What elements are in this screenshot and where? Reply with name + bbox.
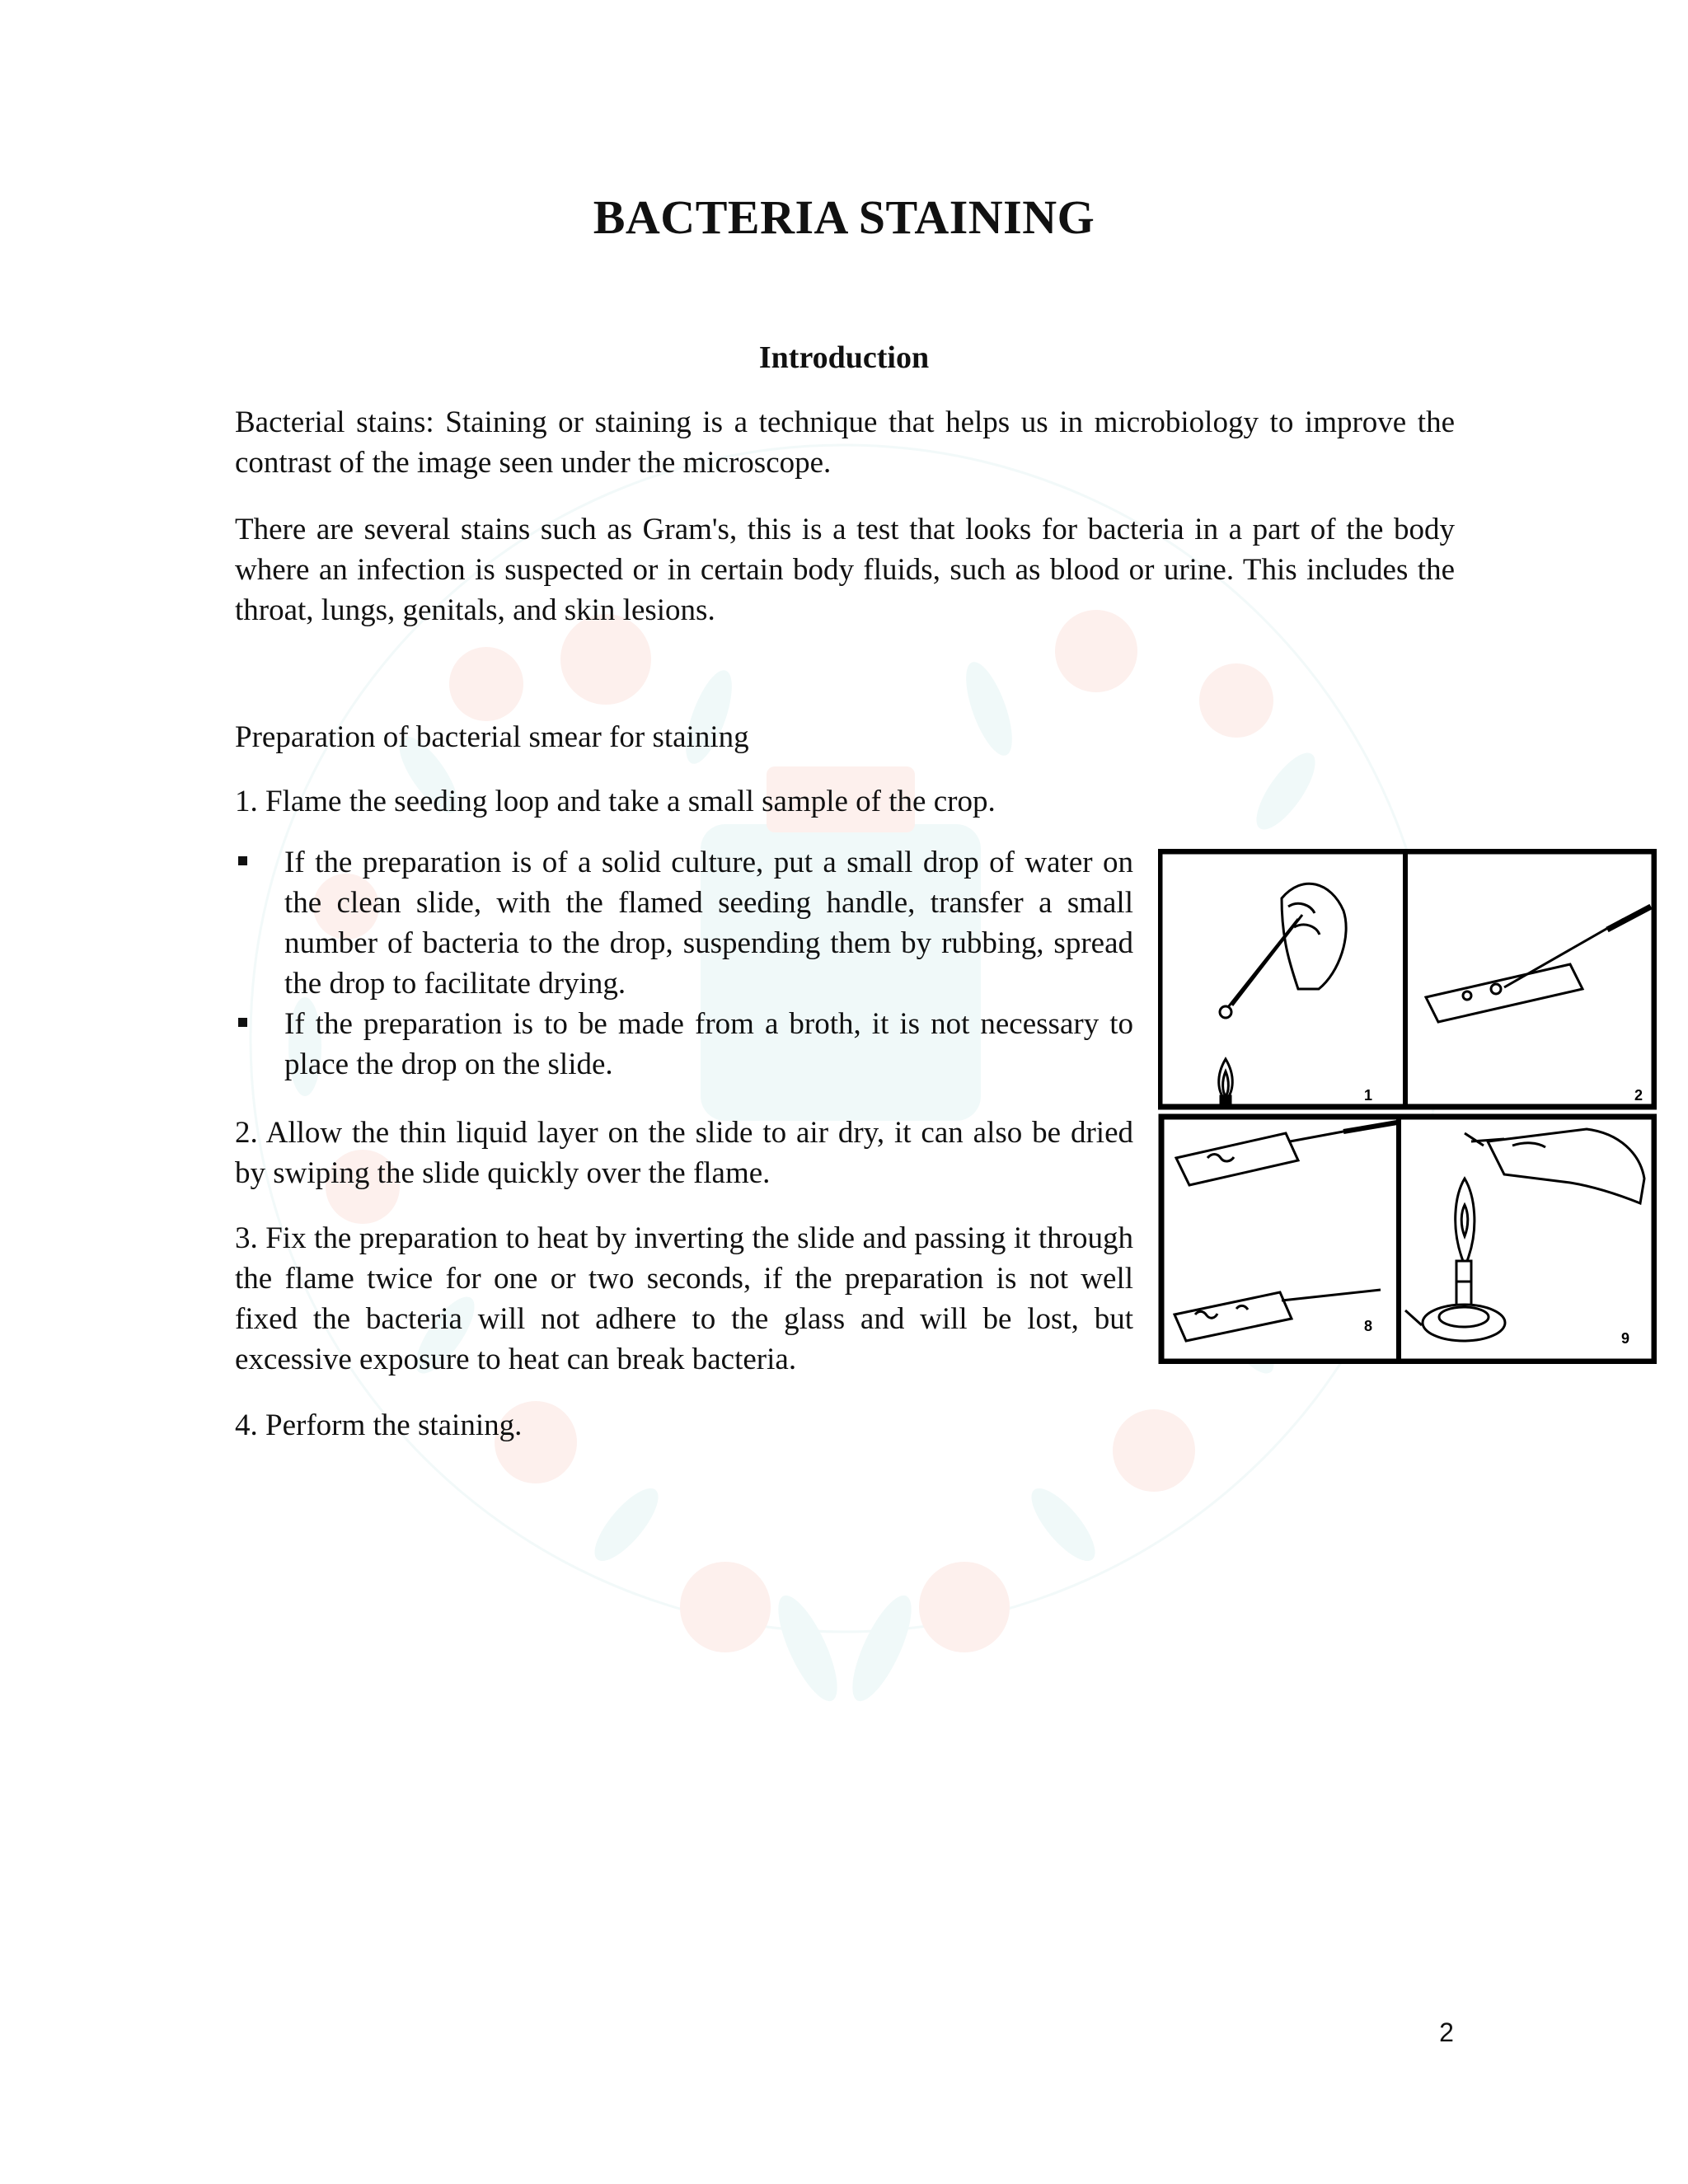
list-item (235, 1004, 1133, 1085)
intro-paragraph-1: Bacterial stains: Staining or staining is a technique that helps us in microbiology to improve the contrast of the image seen under the microscope. (235, 405, 1455, 480)
panel-number: 8 (1364, 1318, 1373, 1334)
step-4: 4. Perform the staining. (235, 1408, 523, 1442)
page-number: 2 (1439, 2018, 1454, 2047)
smear-procedure-illustration (1158, 849, 1657, 1364)
panel-number: 9 (1621, 1330, 1630, 1347)
svg-text:2: 2 (1634, 1087, 1643, 1104)
panel-number: 1 (1364, 1087, 1373, 1104)
step-3: 3. Fix the preparation to heat by inverting the slide and passing it through the flame twice for one or two seconds, if the preparation is not well fixed the bacteria will not adhere to the glass and will be lost, but excessive exposure to heat can break bacteria. (235, 1221, 1133, 1376)
bullet-text: If the preparation is of a solid culture, put a small drop of water on the clean slide, with the flamed seeding handle, transfer a small number of bacteria to the drop, suspending them by rubbing, spread the drop to facilitate drying. (284, 846, 1133, 1001)
intro-paragraph-2: There are several stains such as Gram's, this is a test that looks for bacteria in a part of the body where an infection is suspected or in certain body fluids, such as blood or urine. This includes the throat, lungs, genitals, and skin lesions. (235, 513, 1455, 627)
step-1: 1. Flame the seeding loop and take a small sample of the crop. (235, 785, 996, 818)
bullet-list (235, 842, 1133, 1085)
bullet-text: If the preparation is to be made from a broth, it is not necessary to place the drop on the slide. (284, 1007, 1133, 1081)
bullet-square-icon (238, 856, 247, 865)
page-title: BACTERIA STAINING (593, 190, 1095, 244)
step-2: 2. Allow the thin liquid layer on the slide to air dry, it can also be dried by swiping the slide quickly over the flame. (235, 1116, 1133, 1190)
preparation-heading: Preparation of bacterial smear for staining (235, 720, 749, 754)
list-item (235, 842, 1133, 1004)
bullet-square-icon (238, 1018, 247, 1027)
panel-top (1160, 851, 1654, 1107)
section-heading: Introduction (758, 340, 930, 375)
